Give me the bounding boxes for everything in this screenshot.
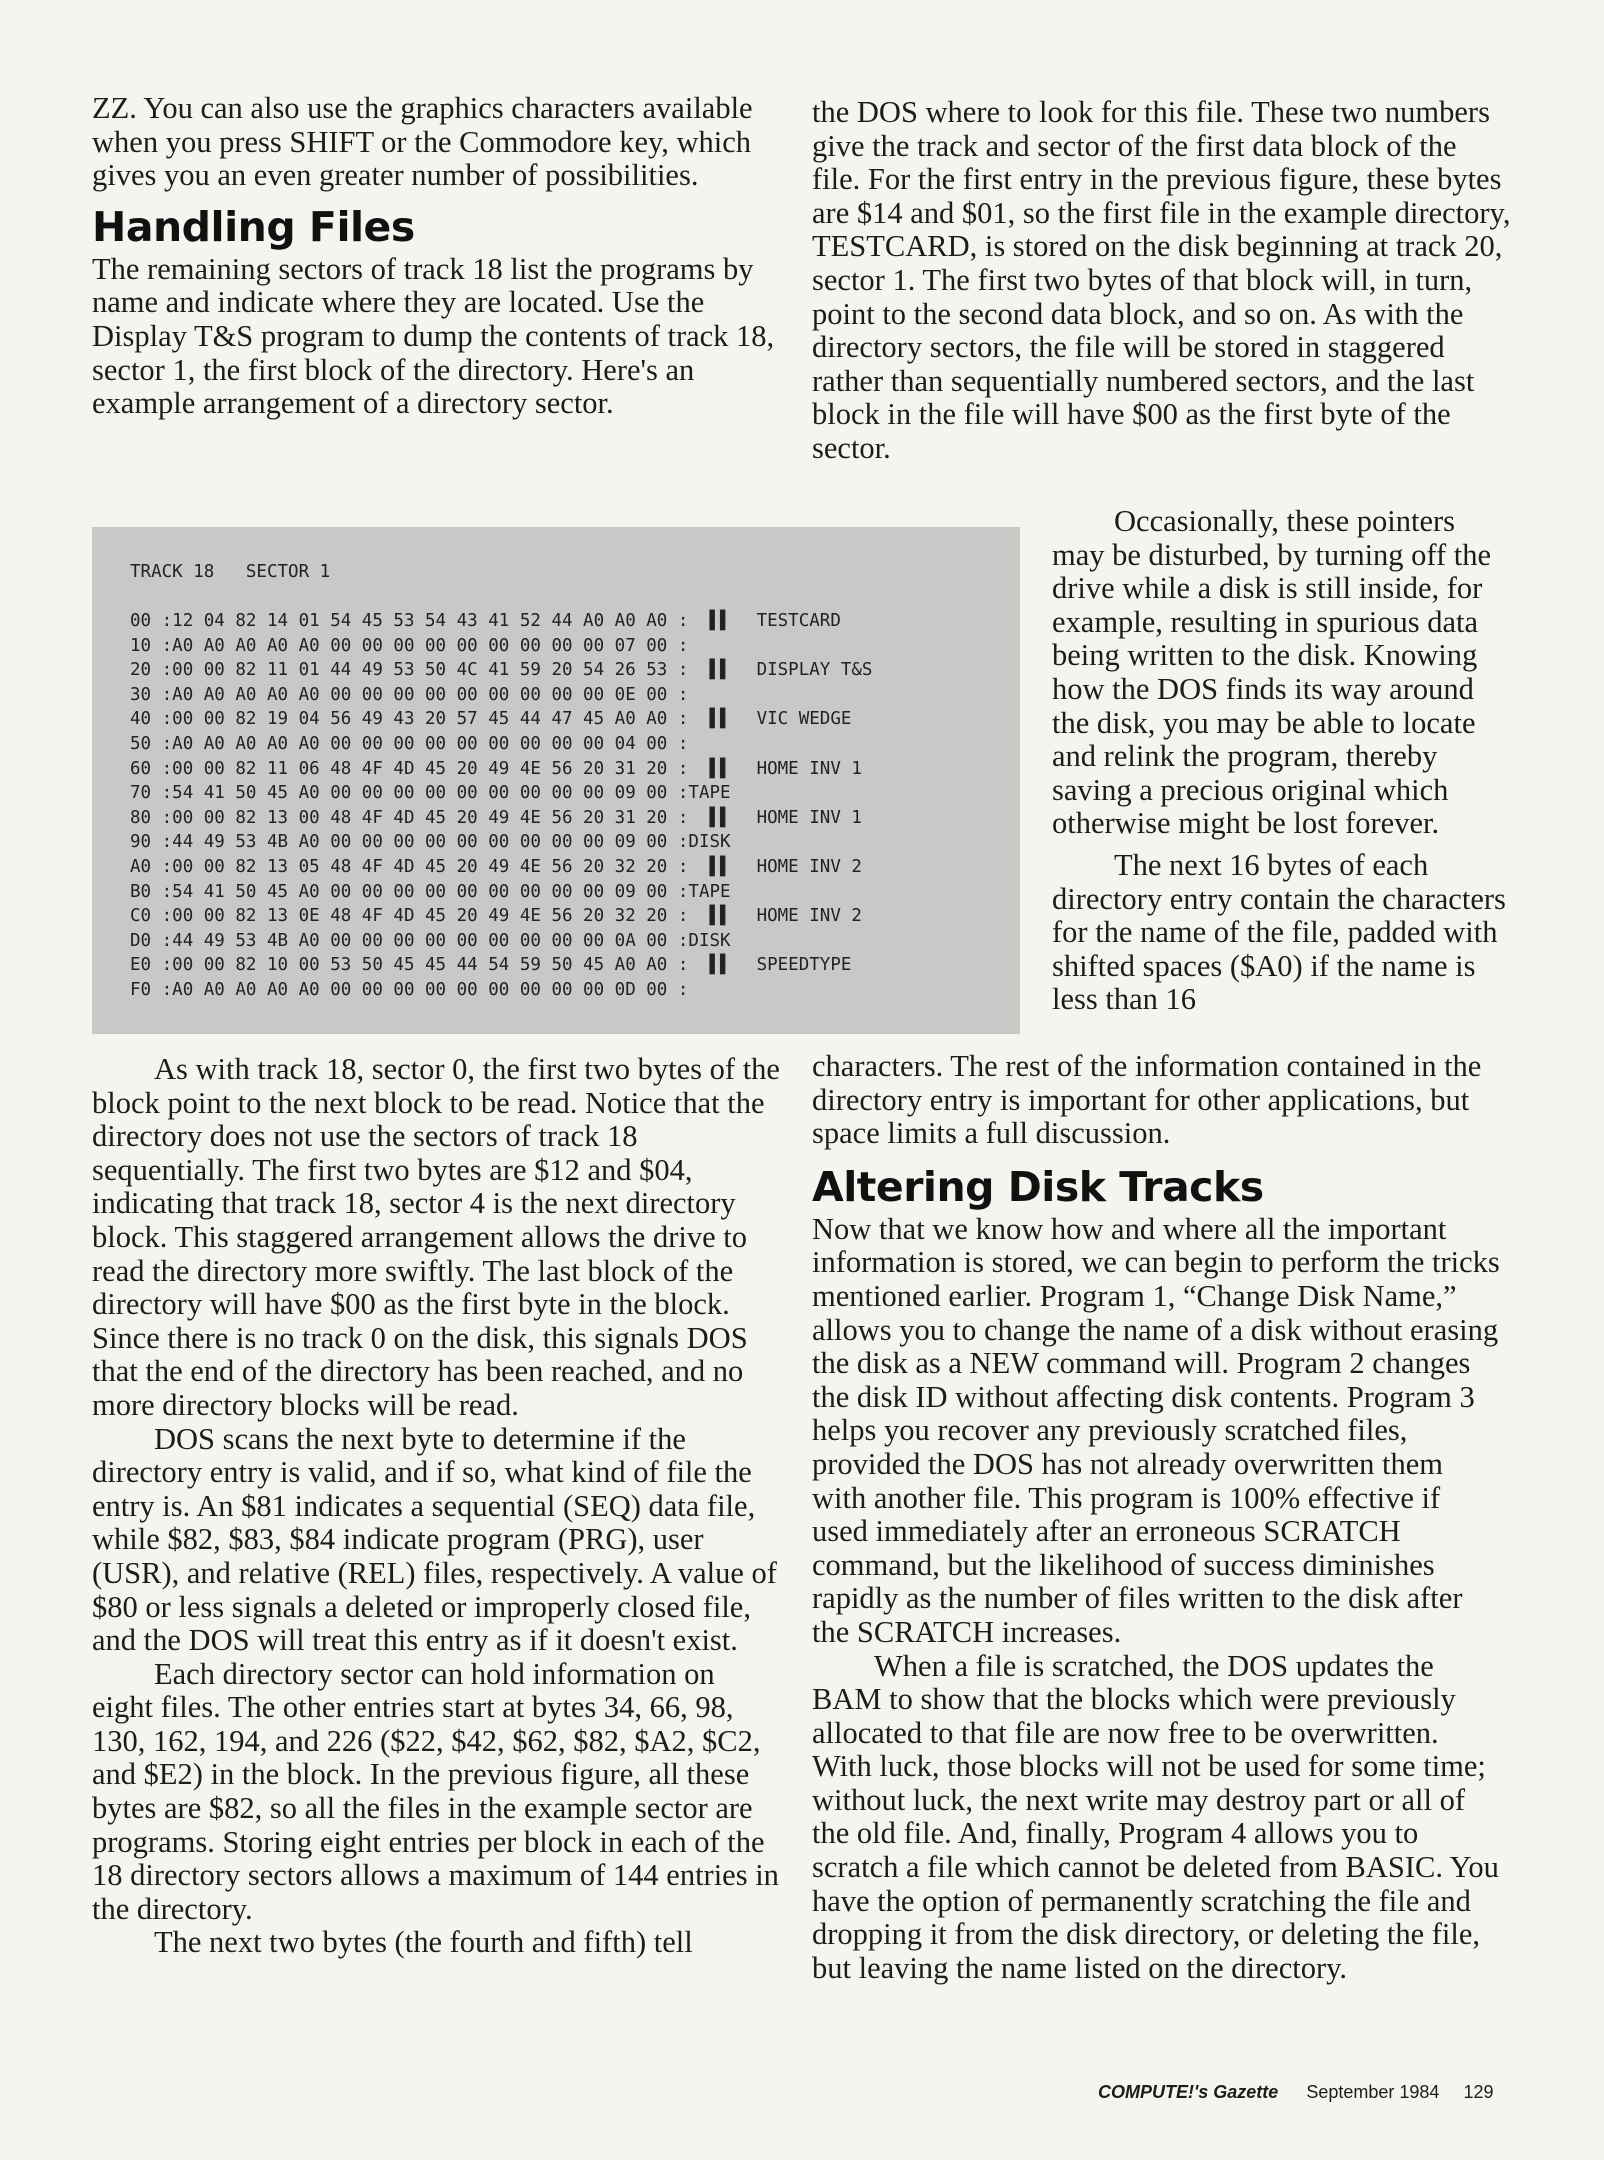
- row-separator: :: [667, 733, 689, 754]
- row-bytes: 00 00 82 13 05 48 4F 4D 45 20 49 4E 56 20 32 20: [172, 856, 668, 877]
- row-separator: :: [151, 635, 173, 656]
- row-filename: HOME INV 2: [756, 856, 862, 877]
- page-footer: [1098, 2082, 1494, 2103]
- row-bytes: A0 A0 A0 A0 A0 00 00 00 00 00 00 00 00 00 07 00: [172, 635, 668, 656]
- listing-row: [130, 953, 1020, 978]
- listing-row: [130, 855, 1020, 880]
- listing-row: [130, 781, 1020, 806]
- row-separator: :: [151, 684, 173, 705]
- row-chars: ▌▌: [688, 709, 731, 730]
- row-filename: HOME INV 1: [756, 758, 862, 779]
- listing-header: TRACK 18 SECTOR 1: [130, 562, 331, 582]
- row-chars: ▌▌: [688, 906, 731, 927]
- listing-row: [130, 806, 1020, 831]
- row-chars: ▌▌: [688, 758, 731, 779]
- row-bytes: 44 49 53 4B A0 00 00 00 00 00 00 00 00 00 09 00: [172, 832, 668, 853]
- paragraph-dos-scans: DOS scans the next byte to determine if the directory entry is valid, and if so, what kind of file the entry is. An $81 indicates a sequential (SEQ) data file, while $82, $83, $84 indicate program (PRG), user (USR), and relative (REL) files, respectively. A value of $80 or less signals a deleted or improperly closed file, and the DOS will treat this entry as if it doesn't exist.: [92, 1421, 777, 1658]
- row-separator: :: [667, 955, 689, 976]
- row-chars: DISK: [688, 832, 731, 853]
- row-separator: :: [151, 709, 173, 730]
- row-separator: :: [151, 807, 173, 828]
- row-chars: ▌▌: [688, 955, 731, 976]
- row-bytes: 00 00 82 10 00 53 50 45 45 44 54 59 50 45 A0 A0: [172, 955, 668, 976]
- row-chars: ▌▌: [688, 611, 731, 631]
- row-address: 80: [130, 807, 152, 828]
- row-bytes: 00 00 82 11 01 44 49 53 50 4C 41 59 20 54 26 53: [172, 660, 668, 681]
- row-filename: VIC WEDGE: [756, 709, 852, 730]
- row-separator: :: [667, 979, 689, 1000]
- row-bytes: 00 00 82 13 0E 48 4F 4D 45 20 49 4E 56 20 32 20: [172, 906, 668, 927]
- row-bytes: 00 00 82 19 04 56 49 43 20 57 45 44 47 45 A0 A0: [172, 709, 668, 730]
- row-filename: DISPLAY T&S: [756, 660, 873, 681]
- row-bytes: 44 49 53 4B A0 00 00 00 00 00 00 00 00 00 0A 00: [172, 930, 668, 951]
- page-number: 129: [1463, 2082, 1494, 2102]
- row-separator: :: [667, 684, 689, 705]
- row-address: F0: [130, 979, 152, 1000]
- row-separator: :: [667, 930, 689, 951]
- row-chars: ▌▌: [688, 807, 731, 828]
- right-wrap-column: [1052, 505, 1512, 1017]
- row-address: B0: [130, 881, 152, 902]
- row-address: 90: [130, 832, 152, 853]
- listing-row: [130, 634, 1020, 659]
- row-chars: ▌▌: [688, 660, 731, 681]
- row-chars: TAPE: [688, 881, 731, 902]
- row-separator: :: [151, 906, 173, 927]
- listing-row: [130, 732, 1020, 757]
- row-address: 70: [130, 783, 152, 804]
- row-separator: :: [667, 881, 689, 902]
- paragraph-remaining-sectors: The remaining sectors of track 18 list the programs by name and indicate where they are located. Use the Display T&S program to dump the contents of track 18, sector 1, the first block of the directory. Here's an example arrangement of a directory sector.: [92, 251, 775, 421]
- row-address: 50: [130, 733, 152, 754]
- row-address: E0: [130, 955, 152, 976]
- row-bytes: 00 00 82 13 00 48 4F 4D 45 20 49 4E 56 20 31 20: [172, 807, 668, 828]
- paragraph-occasionally: Occasionally, these pointers may be disturbed, by turning off the drive while a disk is still inside, for example, resulting in spurious data being written to the disk. Knowing how the DOS finds its way around the disk, you may be able to locate and relink the program, thereby saving a precious original which otherwise might be lost forever.: [1052, 504, 1492, 841]
- row-bytes: A0 A0 A0 A0 A0 00 00 00 00 00 00 00 00 00 04 00: [172, 733, 668, 754]
- row-filename: HOME INV 2: [756, 906, 862, 927]
- row-separator: :: [667, 611, 689, 631]
- directory-listing-figure: [92, 527, 1020, 1034]
- listing-row: [130, 830, 1020, 855]
- row-separator: :: [667, 832, 689, 853]
- paragraph-as-with-track: As with track 18, sector 0, the first two bytes of the block point to the next block to be read. Notice that the directory does not use the sectors of track 18 sequentially. The first two bytes are $12 and $04, indicating that track 18, sector 4 is the next directory block. This staggered arrangement allows the drive to read the directory more swiftly. The last block of the directory will have $00 as the first byte in the block. Since there is no track 0 on the disk, this signals DOS that the end of the directory has been reached, and no more directory blocks will be read.: [92, 1052, 780, 1422]
- listing-rows: [130, 609, 1020, 1003]
- listing-row: [130, 904, 1020, 929]
- magazine-name: COMPUTE!'s Gazette: [1098, 2082, 1279, 2102]
- row-address: 00: [130, 611, 152, 631]
- paragraph-when-a-file: When a file is scratched, the DOS updates the BAM to show that the blocks which were previously allocated to that file are now free to be overwritten. With luck, those blocks will not be used for some time; without luck, the next write may destroy part or all of the old file. And, finally, Program 4 allows you to scratch a file which cannot be deleted from BASIC. You have the option of permanently scratching the file and dropping it from the disk directory, or deleting the file, but leaving the name listed on the directory.: [812, 1648, 1499, 1985]
- heading-handling-files: Handling Files: [92, 202, 415, 251]
- row-separator: :: [151, 955, 173, 976]
- row-separator: :: [667, 807, 689, 828]
- row-bytes: 00 00 82 11 06 48 4F 4D 45 20 49 4E 56 20 31 20: [172, 758, 668, 779]
- listing-row: [130, 658, 1020, 683]
- left-column-top: [92, 92, 780, 421]
- listing-row: [130, 929, 1020, 954]
- row-chars: ▌▌: [688, 856, 731, 877]
- right-column-bottom: [812, 1050, 1502, 1985]
- row-separator: :: [151, 930, 173, 951]
- listing-row: [130, 880, 1020, 905]
- row-separator: :: [151, 660, 173, 681]
- row-separator: :: [151, 758, 173, 779]
- listing-row: [130, 707, 1020, 732]
- listing-row: [130, 978, 1020, 1003]
- row-address: 30: [130, 684, 152, 705]
- row-address: 40: [130, 709, 152, 730]
- row-separator: :: [667, 660, 689, 681]
- row-bytes: 12 04 82 14 01 54 45 53 54 43 41 52 44 A0 A0 A0: [172, 611, 668, 631]
- paragraph-next-16-bytes: The next 16 bytes of each directory entry contain the characters for the name of the file, padded with shifted spaces ($A0) if the name is less than 16: [1052, 847, 1506, 1017]
- row-separator: :: [667, 709, 689, 730]
- listing-row: [130, 683, 1020, 708]
- row-separator: :: [151, 783, 173, 804]
- row-chars: DISK: [688, 930, 731, 951]
- row-address: C0: [130, 906, 152, 927]
- paragraph-zz: ZZ. You can also use the graphics characters available when you press SHIFT or the Commodore key, which gives you an even greater number of possibilities.: [92, 91, 753, 193]
- row-separator: :: [667, 906, 689, 927]
- row-separator: :: [667, 783, 689, 804]
- row-address: 20: [130, 660, 152, 681]
- paragraph-each-directory: Each directory sector can hold information on eight files. The other entries start at bytes 34, 66, 98, 130, 162, 194, and 226 ($22, $42, $62, $82, $A2, $C2, and $E2) in the block. In the previous figure, all these bytes are $82, so all the files in the example sector are programs. Storing eight entries per block in each of the 18 directory sectors allows a maximum of 144 entries in the directory.: [92, 1656, 779, 1926]
- row-chars: TAPE: [688, 783, 731, 804]
- row-address: A0: [130, 856, 152, 877]
- row-separator: :: [667, 856, 689, 877]
- row-separator: :: [151, 733, 173, 754]
- paragraph-dos-where: the DOS where to look for this file. These two numbers give the track and sector of the first data block of the file. For the first entry in the previous figure, these bytes are $14 and $01, so the first file in the example directory, TESTCARD, is stored on the disk beginning at track 20, sector 1. The first two bytes of that block will, in turn, point to the second data block, and so on. As with the directory sectors, the file will be stored in staggered rather than sequentially numbered sectors, and the last block in the file will have $00 as the first byte of the sector.: [812, 95, 1511, 465]
- row-bytes: A0 A0 A0 A0 A0 00 00 00 00 00 00 00 00 00 0E 00: [172, 684, 668, 705]
- row-bytes: 54 41 50 45 A0 00 00 00 00 00 00 00 00 00 09 00: [172, 783, 668, 804]
- left-column-bottom: [92, 1053, 782, 1960]
- row-filename: SPEEDTYPE: [756, 955, 852, 976]
- row-separator: :: [151, 611, 173, 631]
- paragraph-characters-rest: characters. The rest of the information contained in the directory entry is important for other applications, but space limits a full discussion.: [812, 1049, 1482, 1151]
- right-column-top: [812, 96, 1512, 466]
- paragraph-now-that-we-know: Now that we know how and where all the important information is stored, we can begin to perform the tricks mentioned earlier. Program 1, “Change Disk Name,” allows you to change the name of a disk without erasing the disk as a NEW command will. Program 2 changes the disk ID without affecting disk contents. Program 3 helps you recover any previously scratched files, provided the DOS has not already overwritten them with another file. This program is 100% effective if used immediately after an erroneous SCRATCH command, but the likelihood of success diminishes rapidly as the number of files written to the disk after the SCRATCH increases.: [812, 1211, 1500, 1649]
- row-address: D0: [130, 930, 152, 951]
- listing-row: [130, 609, 1020, 634]
- row-bytes: 54 41 50 45 A0 00 00 00 00 00 00 00 00 00 09 00: [172, 881, 668, 902]
- issue-date: September 1984: [1306, 2082, 1440, 2102]
- row-separator: :: [667, 635, 689, 656]
- row-address: 60: [130, 758, 152, 779]
- row-bytes: A0 A0 A0 A0 A0 00 00 00 00 00 00 00 00 00 0D 00: [172, 979, 668, 1000]
- paragraph-next-two-bytes: The next two bytes (the fourth and fifth) tell: [154, 1925, 693, 1960]
- row-separator: :: [151, 856, 173, 877]
- row-address: 10: [130, 635, 152, 656]
- row-filename: HOME INV 1: [756, 807, 862, 828]
- heading-altering-disk-tracks: Altering Disk Tracks: [812, 1162, 1264, 1211]
- listing-row: [130, 757, 1020, 782]
- row-separator: :: [151, 979, 173, 1000]
- row-separator: :: [151, 881, 173, 902]
- row-separator: :: [151, 832, 173, 853]
- row-filename: TESTCARD: [756, 611, 841, 631]
- row-separator: :: [667, 758, 689, 779]
